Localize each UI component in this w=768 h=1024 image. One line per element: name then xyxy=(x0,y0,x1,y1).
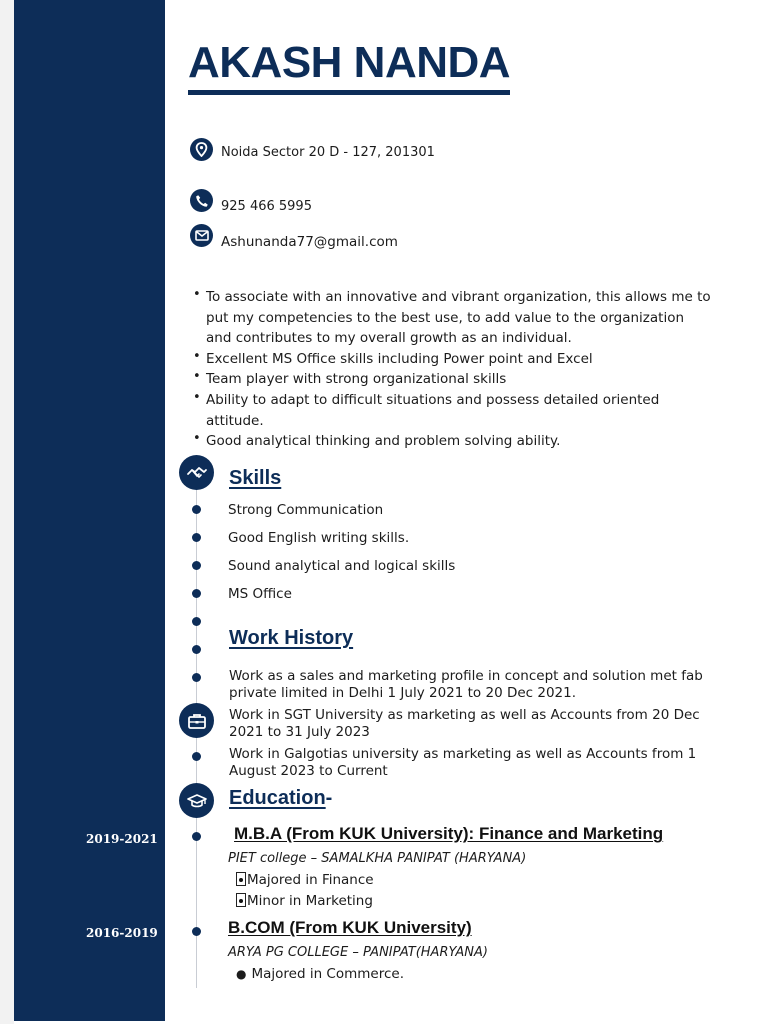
skill-item: Strong Communication xyxy=(228,502,384,518)
phone-text: 925 466 5995 xyxy=(221,199,312,214)
handshake-icon xyxy=(179,455,214,490)
timeline-dot xyxy=(192,927,201,936)
education-years: 2019-2021 xyxy=(86,832,158,846)
timeline-dot xyxy=(192,589,201,598)
education-bullet xyxy=(236,966,404,982)
education-heading xyxy=(229,786,332,810)
candidate-name: AKASH NANDA xyxy=(188,38,510,95)
bullet-marker xyxy=(236,872,246,886)
skill-item: Good English writing skills. xyxy=(228,530,410,546)
timeline-dot xyxy=(192,505,201,514)
objective-item: • Good analytical thinking and problem solving ability. xyxy=(192,431,712,452)
objective-item: • Ability to adapt to difficult situations and possess detailed oriented attitude. xyxy=(192,390,712,431)
timeline-dot xyxy=(192,617,201,626)
work-item: Work in Galgotias university as marketing as well as Accounts from 1 August 2023 to Current xyxy=(229,746,697,779)
education-bullet xyxy=(236,872,374,888)
location-pin-icon xyxy=(190,138,213,161)
bullet-marker: ● xyxy=(236,967,247,981)
objective-list xyxy=(192,287,712,452)
education-heading-text: Education xyxy=(229,787,326,809)
skills-heading: Skills xyxy=(229,467,282,489)
timeline-dot xyxy=(192,673,201,682)
envelope-icon xyxy=(190,224,213,247)
left-sidebar xyxy=(14,0,165,1021)
work-history-heading: Work History xyxy=(229,627,354,649)
phone-icon xyxy=(190,189,213,212)
timeline-dot xyxy=(192,533,201,542)
objective-item: • To associate with an innovative and vibrant organization, this allows me to put my competencies to the best use, to add value to the organization and contributes to my overall growth as an individual. xyxy=(192,287,712,349)
education-bullet-text: Majored in Finance xyxy=(247,872,374,888)
education-bullet-text: Majored in Commerce. xyxy=(251,966,404,982)
education-years: 2016-2019 xyxy=(86,926,158,940)
education-bullet xyxy=(236,893,373,909)
skill-item: Sound analytical and logical skills xyxy=(228,558,456,574)
objective-item: • Excellent MS Office skills including Power point and Excel xyxy=(192,349,712,370)
skill-item: MS Office xyxy=(228,586,292,602)
college-name: PIET college – SAMALKHA PANIPAT (HARYANA) xyxy=(228,851,527,866)
email-text[interactable]: Ashunanda77@gmail.com xyxy=(221,234,398,250)
education-heading-suffix: - xyxy=(325,787,333,809)
timeline-dot xyxy=(192,561,201,570)
timeline-dot xyxy=(192,752,201,761)
education-bullet-text: Minor in Marketing xyxy=(247,893,373,909)
degree-title: M.B.A (From KUK University): Finance and Marketing xyxy=(234,824,664,843)
college-name: ARYA PG COLLEGE – PANIPAT(HARYANA) xyxy=(228,945,488,960)
work-item: Work as a sales and marketing profile in concept and solution met fab private limited in Delhi 1 July 2021 to 20 Dec 2021. xyxy=(229,668,703,701)
bullet-marker xyxy=(236,893,246,907)
objective-item: • Team player with strong organizational skills xyxy=(192,369,712,390)
briefcase-icon xyxy=(179,703,214,738)
timeline-dot xyxy=(192,645,201,654)
address-text: Noida Sector 20 D - 127, 201301 xyxy=(221,145,435,160)
timeline-dot xyxy=(192,832,201,841)
work-item: Work in SGT University as marketing as well as Accounts from 20 Dec 2021 to 31 July 2023 xyxy=(229,707,700,740)
graduation-cap-icon xyxy=(179,783,214,818)
degree-title: B.COM (From KUK University) xyxy=(228,918,472,937)
